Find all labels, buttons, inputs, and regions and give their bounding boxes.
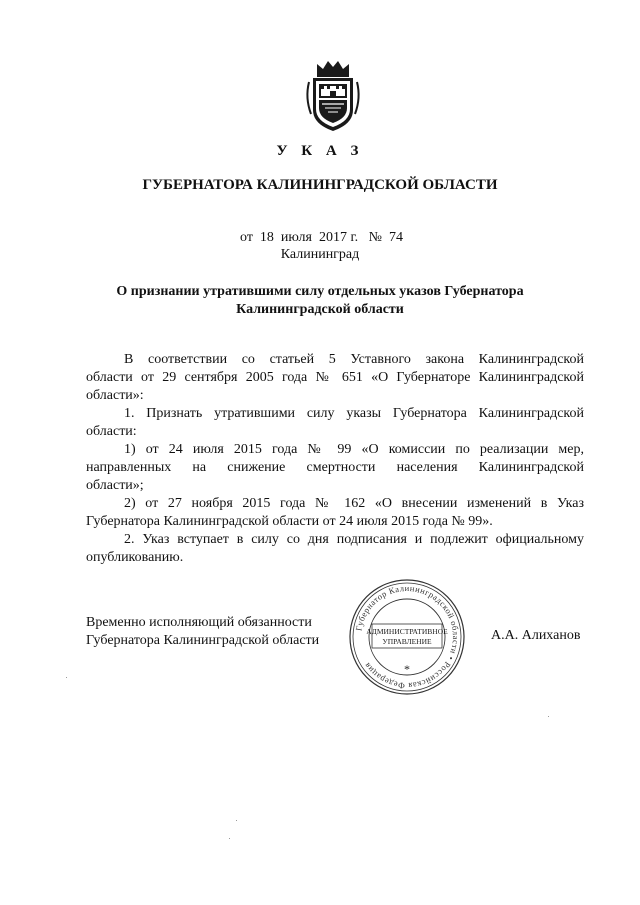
scan-speck bbox=[66, 677, 67, 678]
heading-line: Калининградской области bbox=[236, 302, 404, 317]
scan-speck bbox=[548, 716, 549, 717]
decree-title: У К А З bbox=[276, 143, 364, 159]
official-stamp bbox=[348, 578, 466, 696]
paragraph-line: опубликованию. bbox=[86, 550, 184, 565]
scan-speck bbox=[229, 838, 230, 839]
signatory-name: А.А. Алиханов bbox=[491, 628, 581, 643]
paragraph-line: В соответствии со статьей 5 Уставного закона Калининградской bbox=[124, 352, 584, 367]
list-item-line: Губернатора Калининградской области от 24 июля 2015 года № 99». bbox=[86, 514, 493, 529]
list-item-line: 2) от 27 ноября 2015 года № 162 «О внесении изменений в Указ bbox=[124, 496, 584, 511]
list-item-line: 1) от 24 июля 2015 года № 99 «О комиссии по реализации мер, bbox=[124, 442, 584, 457]
paragraph-line: области»: bbox=[86, 388, 144, 403]
list-item-line: области»; bbox=[86, 478, 144, 493]
kaliningrad-coat-of-arms-icon bbox=[303, 58, 363, 134]
decree-city: Калининград bbox=[280, 247, 360, 262]
stamp-center-text: УПРАВЛЕНИЕ bbox=[382, 637, 432, 646]
decree-date-number: от 18 июля 2017 г. № 74 bbox=[240, 230, 403, 245]
signatory-position: Губернатора Калининградской области bbox=[86, 633, 320, 648]
heading-line: О признании утратившими силу отдельных указов Губернатора bbox=[116, 284, 524, 299]
signatory-position: Временно исполняющий обязанности bbox=[86, 615, 312, 630]
list-item-line: направленных на снижение смертности населения Калининградской bbox=[86, 460, 584, 475]
issuer-title: ГУБЕРНАТОРА КАЛИНИНГРАДСКОЙ ОБЛАСТИ bbox=[142, 177, 498, 193]
decree-heading bbox=[0, 283, 640, 319]
paragraph-line: 2. Указ вступает в силу со дня подписания и подлежит официальному bbox=[124, 532, 584, 547]
stamp-ring-text: Губернатор Калининградской области • Российская Федерация bbox=[353, 582, 462, 692]
paragraph-line: области: bbox=[86, 424, 137, 439]
paragraph-line: области от 29 сентября 2005 года № 651 «О Губернаторе Калининградской bbox=[86, 370, 584, 385]
paragraph-line: 1. Признать утратившими силу указы Губернатора Калининградской bbox=[124, 406, 584, 421]
stamp-center-text: АДМИНИСТРАТИВНОЕ bbox=[366, 627, 448, 636]
stamp-star: * bbox=[404, 662, 410, 676]
scan-speck bbox=[236, 820, 237, 821]
